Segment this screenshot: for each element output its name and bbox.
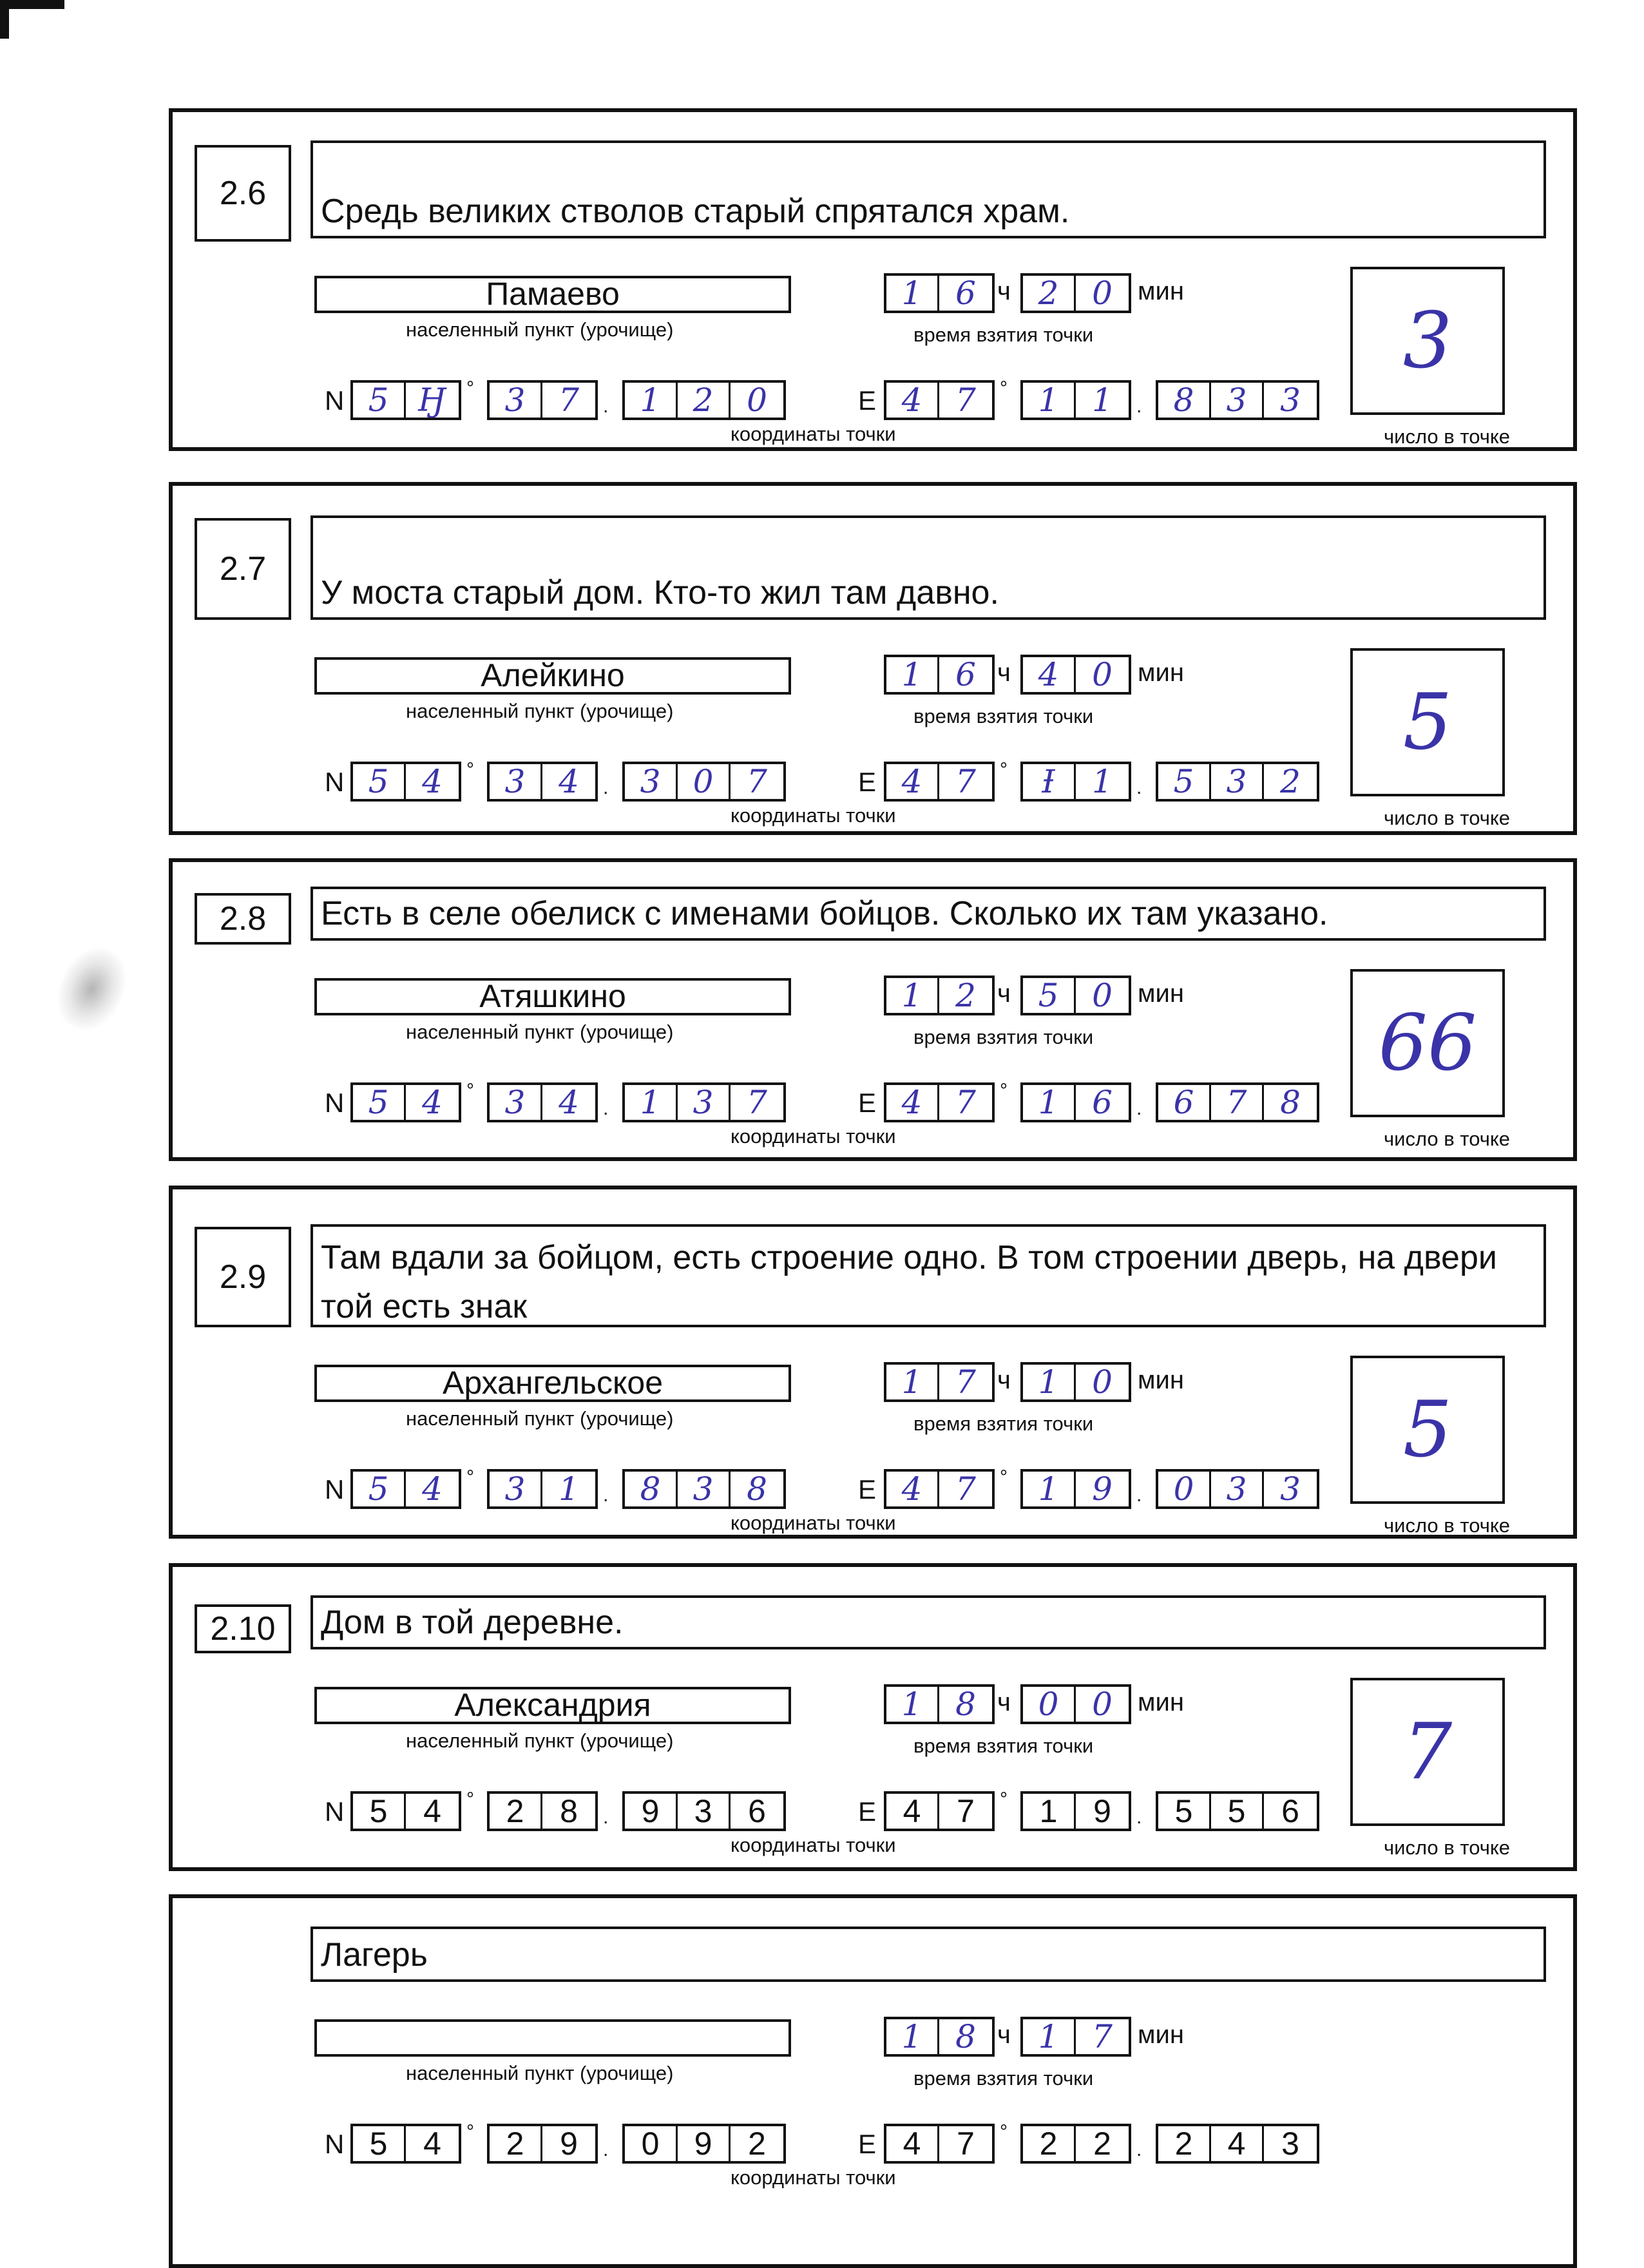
entry-2-hours-label: ч <box>997 658 1011 687</box>
entry-3-east-degrees-digit[interactable]: 7 <box>955 1084 976 1121</box>
entry-1-east-degrees-digit[interactable]: 7 <box>955 381 976 419</box>
entry-2-east-degrees-cells[interactable] <box>884 762 995 802</box>
entry-3-north-minutes-digit[interactable]: 3 <box>490 1085 542 1120</box>
entry-3-north-fraction-digit[interactable]: 3 <box>678 1085 731 1120</box>
entry-4-answer-field[interactable]: 5 <box>1350 1356 1505 1504</box>
entry-4-east-fraction-digit[interactable]: 3 <box>1211 1472 1264 1506</box>
entry-3-north-fraction-digit[interactable]: 7 <box>747 1084 767 1121</box>
entry-3-east-fraction-digit[interactable]: 6 <box>1158 1085 1211 1120</box>
entry-1-east-fraction-digit[interactable]: 3 <box>1211 383 1264 418</box>
entry-3-time-hours-cells[interactable] <box>884 975 995 1015</box>
entry-4-north-minutes-digit[interactable]: 1 <box>559 1470 579 1508</box>
entry-1-east-fraction-digit[interactable]: 8 <box>1158 383 1211 418</box>
entry-5-north-minutes-digit[interactable]: 8 <box>560 1793 578 1829</box>
entry-3-time-minutes-digit[interactable]: 0 <box>1092 977 1113 1014</box>
entry-3-north-fraction-digit[interactable]: 1 <box>625 1085 678 1120</box>
entry-6-time-minutes-digit[interactable]: 1 <box>1023 2019 1076 2054</box>
entry-6-decimal-point: . <box>1136 2139 1142 2160</box>
entry-1-question: Средь великих стволов старый спрятался храм. <box>311 140 1546 238</box>
entry-1-east-fraction-digit[interactable]: 3 <box>1280 381 1301 419</box>
entry-6-east-fraction-digit[interactable]: 4 <box>1211 2126 1264 2161</box>
entry-3-coords-caption: координаты точки <box>731 1125 896 1148</box>
entry-1-minutes-label: мин <box>1138 277 1184 305</box>
entry-5-answer-field[interactable]: 7 <box>1350 1678 1505 1826</box>
entry-2-answer-field[interactable]: 5 <box>1350 648 1505 796</box>
entry-5-north-degrees-cells[interactable] <box>350 1791 461 1831</box>
entry-4-north-degrees-digit[interactable]: 5 <box>353 1472 406 1506</box>
entry-5-east-fraction-digit[interactable]: 5 <box>1158 1794 1211 1829</box>
entry-5-number: 2.10 <box>195 1604 291 1653</box>
entry-4-north-minutes-digit[interactable]: 3 <box>490 1472 542 1506</box>
entry-1-north-label: N <box>325 385 345 416</box>
entry-5-time-hours-digit[interactable]: 8 <box>955 1686 976 1723</box>
entry-4-north-fraction-digit[interactable]: 8 <box>747 1470 767 1508</box>
entry-5-east-fraction-digit[interactable]: 5 <box>1211 1794 1264 1829</box>
entry-1-east-label: E <box>858 385 877 416</box>
entry-4-east-fraction-digit[interactable]: 0 <box>1158 1472 1211 1506</box>
entry-4-number: 2.9 <box>195 1227 291 1327</box>
entry-4-north-label: N <box>325 1474 345 1504</box>
entry-4-north-fraction-digit[interactable]: 3 <box>678 1472 731 1506</box>
scan-smudge <box>46 938 137 1040</box>
entry-1-decimal-point: . <box>1136 396 1142 417</box>
entry-3-time-hours-digit[interactable]: 1 <box>886 978 939 1013</box>
entry-3-east-degrees-cells[interactable] <box>884 1082 995 1122</box>
entry-1-east-minutes-digit[interactable]: 1 <box>1092 381 1113 419</box>
entry-5-decimal-point: . <box>1136 1807 1142 1828</box>
scan-corner-mark-vertical <box>0 0 9 39</box>
entry-5-north-minutes-cells[interactable] <box>487 1791 598 1831</box>
entry-2-north-fraction-digit[interactable]: 7 <box>747 763 767 800</box>
entry-1-north-degrees-digit[interactable]: 5 <box>353 383 406 418</box>
entry-6-east-degrees-cells[interactable] <box>884 2124 995 2164</box>
entry-1-coords-caption: координаты точки <box>731 423 896 445</box>
entry-5-time-minutes-digit[interactable]: 0 <box>1023 1687 1076 1722</box>
entry-1-north-minutes-digit[interactable]: 3 <box>490 383 542 418</box>
entry-4-answer-caption: число в точке <box>1384 1514 1511 1537</box>
entry-4-east-degrees-digit[interactable]: 7 <box>955 1470 976 1508</box>
entry-2-north-degrees-digit[interactable]: 4 <box>422 763 443 800</box>
entry-6-north-degrees-digit[interactable]: 4 <box>423 2126 441 2162</box>
entry-3-east-label: E <box>858 1088 877 1118</box>
entry-4-north-minutes-cells[interactable] <box>487 1469 598 1509</box>
entry-3-answer-field[interactable]: 66 <box>1350 969 1505 1117</box>
entry-6-place-caption: населенный пункт (урочище) <box>406 2062 674 2084</box>
entry-1-time-hours-digit[interactable]: 6 <box>955 274 976 312</box>
entry-1-north-degrees-cells[interactable] <box>350 380 461 420</box>
entry-2-north-fraction-digit[interactable]: 0 <box>678 764 731 799</box>
entry-5-time-caption: время взятия точки <box>913 1735 1094 1757</box>
entry-1-time-minutes-digit[interactable]: 0 <box>1092 274 1113 312</box>
entry-1-north-fraction-cells[interactable] <box>622 380 786 420</box>
entry-6-time-caption: время взятия точки <box>913 2067 1094 2090</box>
entry-3-east-fraction-digit[interactable]: 8 <box>1280 1084 1301 1121</box>
entry-6-coords-caption: координаты точки <box>731 2166 896 2189</box>
entry-5-east-degrees-cells[interactable] <box>884 1791 995 1831</box>
entry-1-north-degrees-digit[interactable]: Ӈ <box>418 381 446 419</box>
entry-5-north-fraction-digit[interactable]: 3 <box>678 1794 731 1829</box>
entry-5-east-fraction-cells[interactable] <box>1156 1791 1319 1831</box>
entry-6-north-minutes-digit[interactable]: 2 <box>490 2126 542 2161</box>
entry-3-time-minutes-cells[interactable] <box>1020 975 1131 1015</box>
entry-4-east-minutes-cells[interactable] <box>1020 1469 1131 1509</box>
entry-4-degree-sign: ° <box>1000 1466 1008 1488</box>
entry-4-north-degrees-digit[interactable]: 4 <box>422 1470 443 1508</box>
entry-2-place-field[interactable]: Алейкино <box>314 657 791 695</box>
entry-3-time-hours-digit[interactable]: 2 <box>955 977 976 1014</box>
entry-3-hours-label: ч <box>997 979 1011 1008</box>
entry-3-degree-sign: ° <box>466 1080 474 1101</box>
entry-3-minutes-label: мин <box>1138 979 1184 1008</box>
entry-1-degree-sign: ° <box>1000 378 1008 399</box>
entry-4-north-fraction-digit[interactable]: 8 <box>625 1472 678 1506</box>
entry-3-answer-caption: число в точке <box>1384 1128 1511 1150</box>
entry-3-north-label: N <box>325 1088 345 1118</box>
entry-4-east-minutes-digit[interactable]: 9 <box>1092 1470 1113 1508</box>
entry-3-east-fraction-cells[interactable] <box>1156 1082 1319 1122</box>
entry-4-question: Там вдали за бойцом, есть строение одно. В том строении дверь, на двери той есть знак <box>311 1224 1546 1327</box>
entry-3-east-minutes-digit[interactable]: 6 <box>1092 1084 1113 1121</box>
entry-6-east-fraction-digit[interactable]: 2 <box>1158 2126 1211 2161</box>
entry-1-place-field[interactable]: Памаево <box>314 276 791 313</box>
entry-6-time-hours-digit[interactable]: 1 <box>886 2019 939 2054</box>
entry-3-east-degrees-digit[interactable]: 4 <box>886 1085 939 1120</box>
entry-2-north-fraction-cells[interactable] <box>622 762 786 802</box>
entry-6-north-minutes-digit[interactable]: 9 <box>560 2126 578 2162</box>
entry-2-east-fraction-digit[interactable]: 3 <box>1211 764 1264 799</box>
entry-1-time-minutes-cells[interactable] <box>1020 273 1131 313</box>
entry-5-north-label: N <box>325 1796 345 1827</box>
entry-6-north-fraction-digit[interactable]: 2 <box>748 2126 766 2162</box>
entry-6-minutes-label: мин <box>1138 2021 1184 2049</box>
entry-3-time-caption: время взятия точки <box>913 1026 1094 1048</box>
entry-3-north-degrees-cells[interactable] <box>350 1082 461 1122</box>
entry-5-east-minutes-digit[interactable]: 9 <box>1093 1793 1111 1829</box>
entry-2-east-fraction-digit[interactable]: 5 <box>1158 764 1211 799</box>
entry-4-north-fraction-cells[interactable] <box>622 1469 786 1509</box>
entry-3-place-caption: населенный пункт (урочище) <box>406 1021 674 1043</box>
entry-2-time-minutes-digit[interactable]: 4 <box>1023 657 1076 692</box>
entry-2-north-degrees-cells[interactable] <box>350 762 461 802</box>
entry-1-east-minutes-digit[interactable]: 1 <box>1023 383 1076 418</box>
entry-2-time-minutes-digit[interactable]: 0 <box>1092 656 1113 693</box>
entry-6-north-minutes-cells[interactable] <box>487 2124 598 2164</box>
entry-4-place-field[interactable]: Архангельское <box>314 1365 791 1402</box>
entry-2-east-fraction-cells[interactable] <box>1156 762 1319 802</box>
entry-4-minutes-label: мин <box>1138 1366 1184 1394</box>
entry-1-north-fraction-digit[interactable]: 2 <box>678 383 731 418</box>
entry-2-east-minutes-digit[interactable]: Ɨ <box>1023 764 1076 799</box>
entry-2-degree-sign: ° <box>1000 759 1008 780</box>
entry-1-answer-caption: число в точке <box>1384 425 1511 448</box>
entry-4-east-minutes-digit[interactable]: 1 <box>1023 1472 1076 1506</box>
entry-3-place-field[interactable]: Атяшкино <box>314 978 791 1015</box>
entry-5-north-minutes-digit[interactable]: 2 <box>490 1794 542 1829</box>
entry-5-degree-sign: ° <box>1000 1789 1008 1810</box>
entry-2-north-minutes-digit[interactable]: 4 <box>559 763 579 800</box>
entry-6-north-fraction-digit[interactable]: 9 <box>678 2126 731 2161</box>
entry-4-north-degrees-cells[interactable] <box>350 1469 461 1509</box>
entry-2-minutes-label: мин <box>1138 658 1184 687</box>
entry-6-north-label: N <box>325 2129 345 2159</box>
entry-6-east-label: E <box>858 2129 877 2159</box>
entry-3-question: Есть в селе обелиск с именами бойцов. Сколько их там указано. <box>311 887 1546 941</box>
entry-2-north-minutes-digit[interactable]: 3 <box>490 764 542 799</box>
entry-4-decimal-point: . <box>1136 1485 1142 1506</box>
entry-1-north-fraction-digit[interactable]: 1 <box>625 383 678 418</box>
entry-6-east-minutes-digit[interactable]: 2 <box>1093 2126 1111 2162</box>
entry-2-time-minutes-cells[interactable] <box>1020 655 1131 695</box>
entry-5-east-minutes-digit[interactable]: 1 <box>1023 1794 1076 1829</box>
entry-2-decimal-point: . <box>603 777 609 798</box>
entry-1-east-degrees-cells[interactable] <box>884 380 995 420</box>
entry-6-east-degrees-digit[interactable]: 4 <box>886 2126 939 2161</box>
entry-4-time-hours-cells[interactable] <box>884 1362 995 1402</box>
entry-2-north-label: N <box>325 767 345 797</box>
entry-1-degree-sign: ° <box>466 378 474 399</box>
entry-6-east-fraction-digit[interactable]: 3 <box>1281 2126 1299 2162</box>
entry-5-answer-caption: число в точке <box>1384 1836 1511 1859</box>
entry-1-east-fraction-cells[interactable] <box>1156 380 1319 420</box>
entry-5-time-minutes-cells[interactable] <box>1020 1684 1131 1724</box>
entry-4-east-fraction-cells[interactable] <box>1156 1469 1319 1509</box>
scan-corner-mark <box>0 0 64 9</box>
entry-6-east-degrees-digit[interactable]: 7 <box>957 2126 975 2162</box>
entry-6-east-minutes-digit[interactable]: 2 <box>1023 2126 1076 2161</box>
entry-3-east-fraction-digit[interactable]: 7 <box>1211 1085 1264 1120</box>
entry-6-time-hours-digit[interactable]: 8 <box>955 2018 976 2055</box>
entry-6-north-fraction-digit[interactable]: 0 <box>625 2126 678 2161</box>
entry-1-time-hours-digit[interactable]: 1 <box>886 276 939 311</box>
entry-2-east-degrees-digit[interactable]: 4 <box>886 764 939 799</box>
entry-3-north-minutes-digit[interactable]: 4 <box>559 1084 579 1121</box>
entry-2-east-minutes-cells[interactable] <box>1020 762 1131 802</box>
entry-1-east-degrees-digit[interactable]: 4 <box>886 383 939 418</box>
entry-1-north-minutes-digit[interactable]: 7 <box>559 381 579 419</box>
entry-3-decimal-point: . <box>603 1098 609 1119</box>
entry-2-number: 2.7 <box>195 518 291 620</box>
entry-1-decimal-point: . <box>603 396 609 417</box>
entry-3-north-minutes-cells[interactable] <box>487 1082 598 1122</box>
entry-2-time-hours-digit[interactable]: 1 <box>886 657 939 692</box>
entry-5-north-fraction-cells[interactable] <box>622 1791 786 1831</box>
entry-6-degree-sign: ° <box>1000 2121 1008 2142</box>
entry-2-place-caption: населенный пункт (урочище) <box>406 700 674 722</box>
entry-5-east-degrees-digit[interactable]: 4 <box>886 1794 939 1829</box>
entry-1-north-minutes-cells[interactable] <box>487 380 598 420</box>
entry-2-east-degrees-digit[interactable]: 7 <box>955 763 976 800</box>
entry-6-time-minutes-digit[interactable]: 7 <box>1092 2018 1113 2055</box>
entry-4-coords-caption: координаты точки <box>731 1512 896 1534</box>
entry-4-decimal-point: . <box>603 1485 609 1506</box>
entry-5-degree-sign: ° <box>466 1789 474 1810</box>
entry-6-north-degrees-digit[interactable]: 5 <box>353 2126 406 2161</box>
entry-5-east-label: E <box>858 1796 877 1827</box>
entry-4-time-minutes-cells[interactable] <box>1020 1362 1131 1402</box>
entry-2-east-fraction-digit[interactable]: 2 <box>1280 763 1301 800</box>
entry-6-decimal-point: . <box>603 2139 609 2160</box>
entry-5-north-degrees-digit[interactable]: 5 <box>353 1794 406 1829</box>
entry-3-decimal-point: . <box>1136 1098 1142 1119</box>
entry-2-decimal-point: . <box>1136 777 1142 798</box>
entry-5-north-fraction-digit[interactable]: 9 <box>625 1794 678 1829</box>
entry-1-number: 2.6 <box>195 145 291 242</box>
entry-2-time-caption: время взятия точки <box>913 705 1094 727</box>
entry-2-east-label: E <box>858 767 877 797</box>
entry-1-hours-label: ч <box>997 277 1011 305</box>
entry-4-hours-label: ч <box>997 1366 1011 1394</box>
entry-2-north-degrees-digit[interactable]: 5 <box>353 764 406 799</box>
entry-2-time-hours-cells[interactable] <box>884 655 995 695</box>
entry-1-time-caption: время взятия точки <box>913 323 1094 346</box>
entry-3-time-minutes-digit[interactable]: 5 <box>1023 978 1076 1013</box>
entry-3-degree-sign: ° <box>1000 1080 1008 1101</box>
entry-6-question: Лагерь <box>311 1927 1546 1982</box>
entry-4-east-degrees-digit[interactable]: 4 <box>886 1472 939 1506</box>
entry-2-answer-caption: число в точке <box>1384 807 1511 829</box>
entry-5-time-hours-digit[interactable]: 1 <box>886 1687 939 1722</box>
entry-5-time-minutes-digit[interactable]: 0 <box>1092 1686 1113 1723</box>
entry-5-north-degrees-digit[interactable]: 4 <box>423 1793 441 1829</box>
entry-6-east-fraction-cells[interactable] <box>1156 2124 1319 2164</box>
entry-4-east-fraction-digit[interactable]: 3 <box>1280 1470 1301 1508</box>
entry-4-east-degrees-cells[interactable] <box>884 1469 995 1509</box>
entry-5-coords-caption: координаты точки <box>731 1834 896 1856</box>
entry-5-time-hours-cells[interactable] <box>884 1684 995 1724</box>
entry-6-north-fraction-cells[interactable] <box>622 2124 786 2164</box>
entry-2-degree-sign: ° <box>466 759 474 780</box>
entry-1-time-hours-cells[interactable] <box>884 273 995 313</box>
entry-3-number: 2.8 <box>195 893 291 945</box>
entry-4-place-caption: населенный пункт (урочище) <box>406 1407 674 1430</box>
entry-4-time-minutes-digit[interactable]: 1 <box>1023 1365 1076 1399</box>
entry-5-east-fraction-digit[interactable]: 6 <box>1281 1793 1299 1829</box>
entry-3-east-minutes-digit[interactable]: 1 <box>1023 1085 1076 1120</box>
entry-5-decimal-point: . <box>603 1807 609 1828</box>
entry-5-north-fraction-digit[interactable]: 6 <box>748 1793 766 1829</box>
entry-5-hours-label: ч <box>997 1688 1011 1716</box>
entry-2-east-minutes-digit[interactable]: 1 <box>1092 763 1113 800</box>
entry-3-east-minutes-cells[interactable] <box>1020 1082 1131 1122</box>
entry-4-time-minutes-digit[interactable]: 0 <box>1092 1363 1113 1401</box>
entry-4-degree-sign: ° <box>466 1466 474 1488</box>
entry-6-time-hours-cells[interactable] <box>884 2017 995 2057</box>
entry-5-minutes-label: мин <box>1138 1688 1184 1716</box>
entry-2-coords-caption: координаты точки <box>731 804 896 827</box>
entry-6-north-degrees-cells[interactable] <box>350 2124 461 2164</box>
entry-5-east-minutes-cells[interactable] <box>1020 1791 1131 1831</box>
entry-1-time-minutes-digit[interactable]: 2 <box>1023 276 1076 311</box>
entry-5-question: Дом в той деревне. <box>311 1595 1546 1649</box>
entry-2-time-hours-digit[interactable]: 6 <box>955 656 976 693</box>
entry-2-north-minutes-cells[interactable] <box>487 762 598 802</box>
entry-5-east-degrees-digit[interactable]: 7 <box>957 1793 975 1829</box>
entry-5-place-field[interactable]: Александрия <box>314 1687 791 1724</box>
entry-6-east-minutes-cells[interactable] <box>1020 2124 1131 2164</box>
entry-1-place-caption: населенный пункт (урочище) <box>406 318 674 341</box>
entry-4-east-label: E <box>858 1474 877 1504</box>
entry-1-east-minutes-cells[interactable] <box>1020 380 1131 420</box>
entry-6-hours-label: ч <box>997 2021 1011 2049</box>
entry-3-north-fraction-cells[interactable] <box>622 1082 786 1122</box>
entry-6-time-minutes-cells[interactable] <box>1020 2017 1131 2057</box>
entry-4-time-hours-digit[interactable]: 1 <box>886 1365 939 1399</box>
entry-3-north-degrees-digit[interactable]: 4 <box>422 1084 443 1121</box>
entry-1-north-fraction-digit[interactable]: 0 <box>747 381 767 419</box>
entry-1-answer-field[interactable]: 3 <box>1350 267 1505 415</box>
entry-6-degree-sign: ° <box>466 2121 474 2142</box>
entry-6-place-field[interactable] <box>314 2019 791 2057</box>
entry-2-north-fraction-digit[interactable]: 3 <box>625 764 678 799</box>
entry-3-north-degrees-digit[interactable]: 5 <box>353 1085 406 1120</box>
entry-4-time-hours-digit[interactable]: 7 <box>955 1363 976 1401</box>
entry-4-time-caption: время взятия точки <box>913 1412 1094 1435</box>
entry-2-question: У моста старый дом. Кто-то жил там давно. <box>311 515 1546 620</box>
entry-5-place-caption: населенный пункт (урочище) <box>406 1729 674 1752</box>
